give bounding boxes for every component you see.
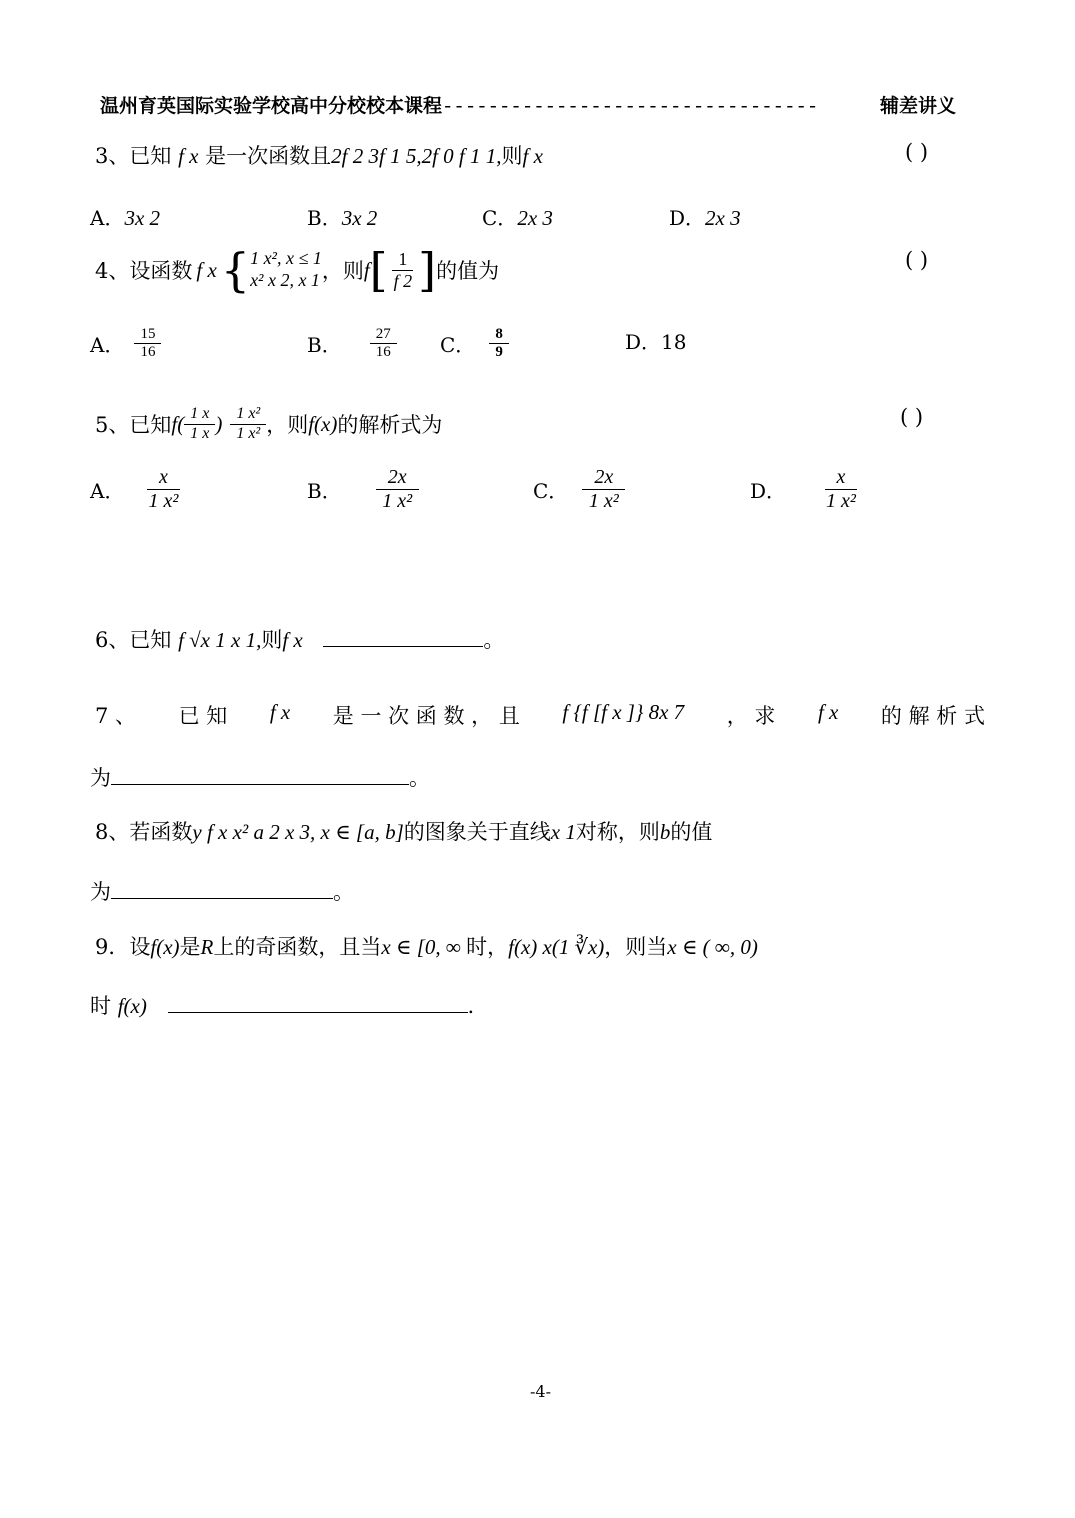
question-9: [95, 931, 758, 961]
q4-answer-paren: ( ): [905, 248, 929, 272]
question-6: [95, 624, 504, 654]
q9-expression1: x ∈ [0, ∞: [381, 935, 467, 959]
q5-option-b-denominator: 1 x²: [382, 490, 413, 512]
q4-option-d-label: D．: [625, 330, 662, 354]
header-dashes: ---------------------------------: [442, 96, 819, 118]
q9-text3: 上的奇函数，且当: [213, 935, 382, 959]
q5-fx: f(x): [308, 411, 338, 436]
q4-case1: 1 x², x ≤ 1: [250, 248, 322, 269]
q3-option-b-value: 3x 2: [341, 206, 378, 230]
q5-option-a-numerator: x: [147, 466, 180, 490]
q7-number: 7 、: [95, 704, 137, 728]
question-5: [95, 396, 442, 452]
q8-text3: 对称，则: [575, 820, 660, 844]
q3-option-d-value: 2x 3: [705, 206, 741, 230]
q3-option-c-value: 2x 3: [517, 206, 553, 230]
question-9-line2: [90, 990, 474, 1020]
q9-text1: 设: [129, 935, 151, 959]
q5-f: f(: [171, 411, 185, 436]
q4-text2: ，则: [321, 259, 364, 283]
q3-option-b: [307, 202, 377, 231]
q8-text4: 的值: [670, 820, 713, 844]
q5-option-b-numerator: 2x: [376, 466, 419, 490]
q6-text2: 则: [261, 628, 283, 652]
q5-option-d-fraction: [820, 466, 862, 513]
q6-answer-blank[interactable]: [323, 645, 483, 647]
q7-text1: 已 知: [178, 704, 228, 728]
q5-option-c-label: C．: [533, 479, 569, 503]
header-title: 温州育英国际实验学校高中分校校本课程: [100, 95, 443, 117]
q7-fx2: f x: [817, 700, 839, 724]
q5-option-a-label: A．: [90, 479, 125, 503]
q3-text3: 则: [501, 144, 523, 168]
q5-option-a-denominator: 1 x²: [148, 490, 179, 512]
q4-f: f: [363, 257, 370, 282]
q4-option-b-fraction: [370, 326, 397, 362]
q7-text4: 的 解 析 式: [880, 704, 985, 728]
q4-inner-numerator: 1: [392, 249, 413, 271]
q6-expression: f √x 1 x 1,: [178, 628, 262, 652]
q5-lhs-denominator: 1 x: [190, 424, 210, 442]
q3-fx2: f x: [522, 144, 543, 168]
q5-option-d-numerator: x: [825, 466, 858, 490]
q8-expression: y f x x² a 2 x 3, x ∈ [a, b]: [192, 820, 404, 844]
q4-option-c-numerator: 8: [489, 326, 509, 344]
q4-option-a-fraction: [134, 326, 161, 362]
q8-answer-blank[interactable]: [111, 897, 333, 899]
q4-option-a: [90, 326, 161, 362]
q8-line2: 为: [90, 880, 111, 904]
q4-option-a-numerator: 15: [134, 326, 161, 344]
q9-line2: 时: [90, 994, 111, 1018]
q5-option-d-denominator: 1 x²: [826, 490, 856, 512]
q5-option-c-fraction: [582, 466, 625, 513]
q5-option-b-label: B．: [307, 479, 342, 503]
q5-text1: 已知: [129, 413, 172, 437]
q5-option-c-denominator: 1 x²: [588, 490, 619, 512]
q9-end: .: [467, 994, 475, 1018]
q5-option-d-label: D．: [750, 479, 787, 503]
q4-option-b-denominator: 16: [375, 344, 391, 361]
q4-cases: [250, 248, 322, 291]
q4-brace: {: [220, 243, 251, 297]
q5-lhs-numerator: 1 x: [184, 405, 215, 424]
q9-text2: 是: [179, 935, 201, 959]
q3-answer-paren: ( ): [905, 140, 929, 164]
q7-line2: 为: [90, 766, 111, 790]
q4-case2: x² x 2, x 1: [250, 270, 320, 290]
q4-option-b-label: B．: [307, 333, 342, 358]
q4-option-a-denominator: 16: [140, 344, 156, 361]
q8-b: b: [659, 820, 671, 844]
q5-option-d: [750, 466, 862, 513]
q9-text5: ，则当: [604, 935, 668, 959]
q6-end: 。: [483, 628, 505, 652]
q3-text2: 是一次函数且: [205, 144, 332, 168]
q7-text2: 是 一 次 函 数 ， 且: [332, 704, 520, 728]
q9-fx2: f(x): [117, 994, 147, 1018]
q8-text1: 若函数: [129, 820, 193, 844]
q5-text2: ，则: [266, 413, 309, 437]
q3-option-a: [90, 202, 160, 231]
q9-text4: 时，: [466, 935, 509, 959]
q8-text2: 的图象关于直线: [403, 820, 551, 844]
q3-fx: f x: [178, 144, 199, 168]
q5-rhs-fraction: [230, 405, 266, 443]
q4-inner-fraction: [388, 249, 419, 291]
q9-answer-blank[interactable]: [168, 1011, 468, 1013]
q3-option-a-value: 3x 2: [124, 206, 161, 230]
q5-option-a: [90, 466, 184, 513]
q7-text3: ， 求: [726, 704, 776, 728]
question-7-line2: [90, 762, 430, 792]
q4-text1: 设函数: [129, 259, 193, 283]
q4-option-b-numerator: 27: [370, 326, 397, 344]
question-4: [95, 238, 499, 302]
q9-fx: f(x): [150, 935, 180, 959]
q3-option-c: [482, 202, 553, 231]
q4-inner-denominator: f 2: [393, 270, 413, 291]
q5-option-a-fraction: [142, 466, 184, 513]
q4-option-c: [440, 326, 509, 362]
q5-text3: 的解析式为: [337, 413, 443, 437]
q5-rhs-denominator: 1 x²: [236, 424, 261, 442]
header-right: 辅差讲义: [880, 95, 957, 117]
q5-number: 5、: [95, 413, 130, 437]
header: [100, 91, 818, 118]
q7-fx: f x: [269, 700, 291, 724]
q6-text1: 已知: [129, 628, 172, 652]
q5-answer-paren: ( ): [900, 405, 924, 429]
q6-fx: f x: [282, 628, 303, 652]
q4-option-a-label: A．: [90, 333, 125, 358]
q9-expression3: x ∈ ( ∞, 0): [667, 935, 758, 959]
q7-expression: f {f [f x ]} 8x 7: [562, 700, 685, 724]
question-8-line2: [90, 876, 354, 906]
q3-option-c-label: C．: [482, 206, 518, 230]
q4-left-bracket: [: [369, 243, 388, 297]
q3-text1: 已知: [129, 144, 172, 168]
q4-option-c-denominator: 9: [495, 344, 503, 361]
q3-option-b-label: B．: [307, 206, 342, 230]
q5-option-b: [307, 466, 419, 513]
q5-close-paren: ): [215, 411, 223, 436]
q4-text3: 的值为: [436, 259, 500, 283]
q5-option-c-numerator: 2x: [582, 466, 625, 490]
q4-option-c-fraction: [489, 326, 509, 362]
q5-lhs-fraction: [184, 405, 215, 443]
question-3: [95, 140, 543, 170]
q4-option-c-label: C．: [440, 333, 476, 358]
q8-number: 8、: [95, 820, 130, 844]
q4-option-b: [307, 326, 397, 362]
q6-number: 6、: [95, 628, 130, 652]
question-8: [95, 816, 712, 846]
q9-number: 9．: [95, 935, 130, 959]
q3-number: 3、: [95, 144, 130, 168]
q4-option-d-value: 18: [661, 330, 687, 354]
q8-expression2: x 1: [550, 820, 576, 844]
q4-option-d: [625, 326, 687, 355]
q4-number: 4、: [95, 259, 130, 283]
q9-expression2: f(x) x(1 ∛x): [508, 935, 605, 959]
q4-right-bracket: ]: [418, 243, 437, 297]
q5-option-c: [533, 466, 625, 513]
q3-option-d-label: D．: [669, 206, 706, 230]
q5-rhs-numerator: 1 x²: [230, 405, 266, 424]
q5-option-b-fraction: [376, 466, 419, 513]
q3-option-d: [669, 202, 741, 231]
q8-end: 。: [333, 880, 354, 904]
q3-option-a-label: A．: [90, 206, 125, 230]
q3-condition: 2f 2 3f 1 5,2f 0 f 1 1,: [331, 144, 502, 168]
q9-R: R: [200, 935, 214, 959]
q7-end: 。: [409, 766, 430, 790]
question-7: [95, 700, 985, 730]
q7-answer-blank[interactable]: [111, 783, 409, 785]
page-number: -4-: [530, 1382, 551, 1401]
q4-fx: f x: [196, 257, 217, 282]
